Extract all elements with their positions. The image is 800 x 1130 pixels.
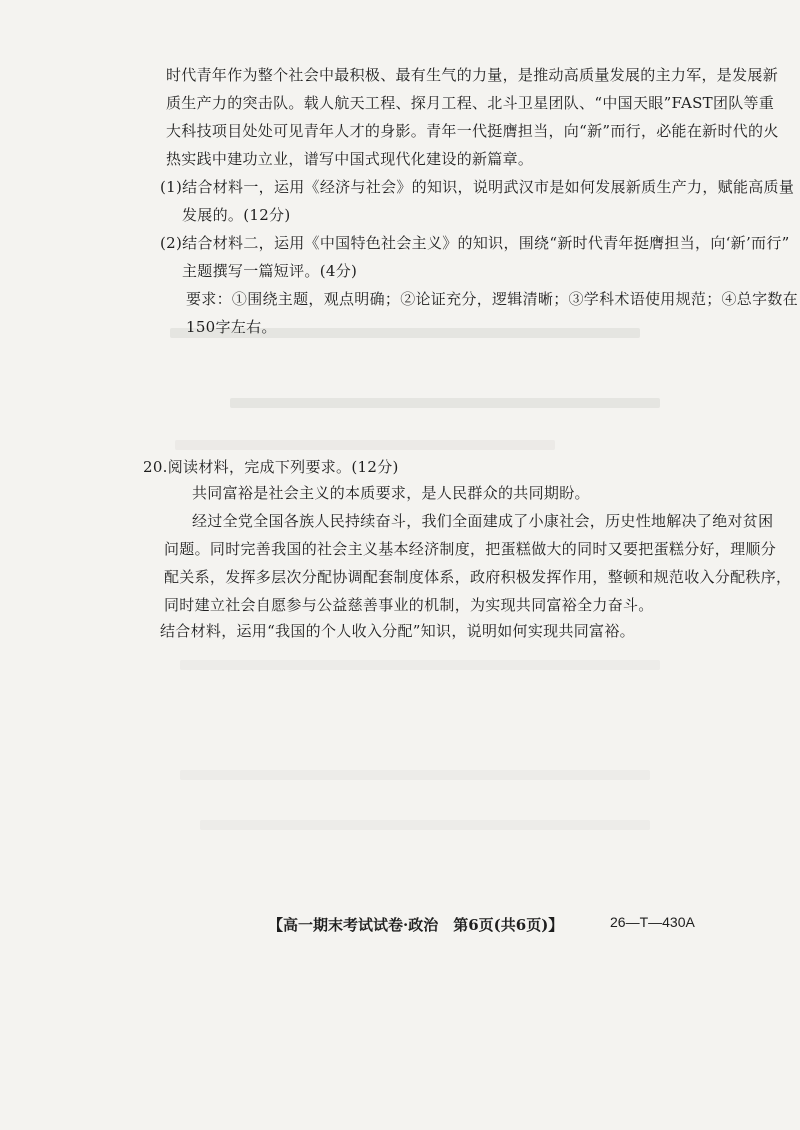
exam-code: 26—T—430A [610, 914, 695, 930]
bleed-through-mark [175, 440, 555, 450]
q19-part2-cont: 主题撰写一篇短评。(4分) [182, 262, 358, 280]
q20-material-line: 问题。同时完善我国的社会主义基本经济制度，把蛋糕做大的同时又要把蛋糕分好，理顺分 [164, 540, 777, 558]
material-line: 热实践中建功立业，谱写中国式现代化建设的新篇章。 [166, 150, 534, 168]
q20-material-line: 共同富裕是社会主义的本质要求，是人民群众的共同期盼。 [192, 484, 590, 502]
q19-part1-cont: 发展的。(12分) [182, 206, 291, 224]
q19-part2: (2)结合材料二，运用《中国特色社会主义》的知识，围绕“新时代青年挺膺担当，向‘新’而行” [160, 234, 790, 252]
q19-requirement: 要求：①围绕主题，观点明确；②论证充分，逻辑清晰；③学科术语使用规范；④总字数在 [186, 290, 799, 308]
bleed-through-mark [180, 770, 650, 780]
bleed-through-mark [200, 820, 650, 830]
q20-material-line: 配关系，发挥多层次分配协调配套制度体系，政府积极发挥作用，整顿和规范收入分配秩序， [164, 568, 792, 586]
q20-material-line: 经过全党全国各族人民持续奋斗，我们全面建成了小康社会，历史性地解决了绝对贫困 [192, 512, 774, 530]
q19-requirement-cont: 150字左右。 [186, 318, 277, 336]
q20-question: 结合材料，运用“我国的个人收入分配”知识，说明如何实现共同富裕。 [160, 622, 635, 640]
q20-material-line: 同时建立社会自愿参与公益慈善事业的机制，为实现共同富裕全力奋斗。 [164, 596, 654, 614]
q20-title: 20.阅读材料，完成下列要求。(12分) [143, 458, 399, 476]
bleed-through-mark [230, 398, 660, 408]
material-line: 大科技项目处处可见青年人才的身影。青年一代挺膺担当，向“新”而行，必能在新时代的火 [166, 122, 779, 140]
material-line: 时代青年作为整个社会中最积极、最有生气的力量，是推动高质量发展的主力军，是发展新 [166, 66, 779, 84]
bleed-through-mark [180, 660, 660, 670]
q19-part1: (1)结合材料一，运用《经济与社会》的知识，说明武汉市是如何发展新质生产力，赋能高质量 [160, 178, 795, 196]
material-line: 质生产力的突击队。载人航天工程、探月工程、北斗卫星团队、“中国天眼”FAST团队等重 [166, 94, 775, 112]
page-footer-label: 【高一期末考试试卷·政治 第6页(共6页)】 [268, 916, 564, 934]
